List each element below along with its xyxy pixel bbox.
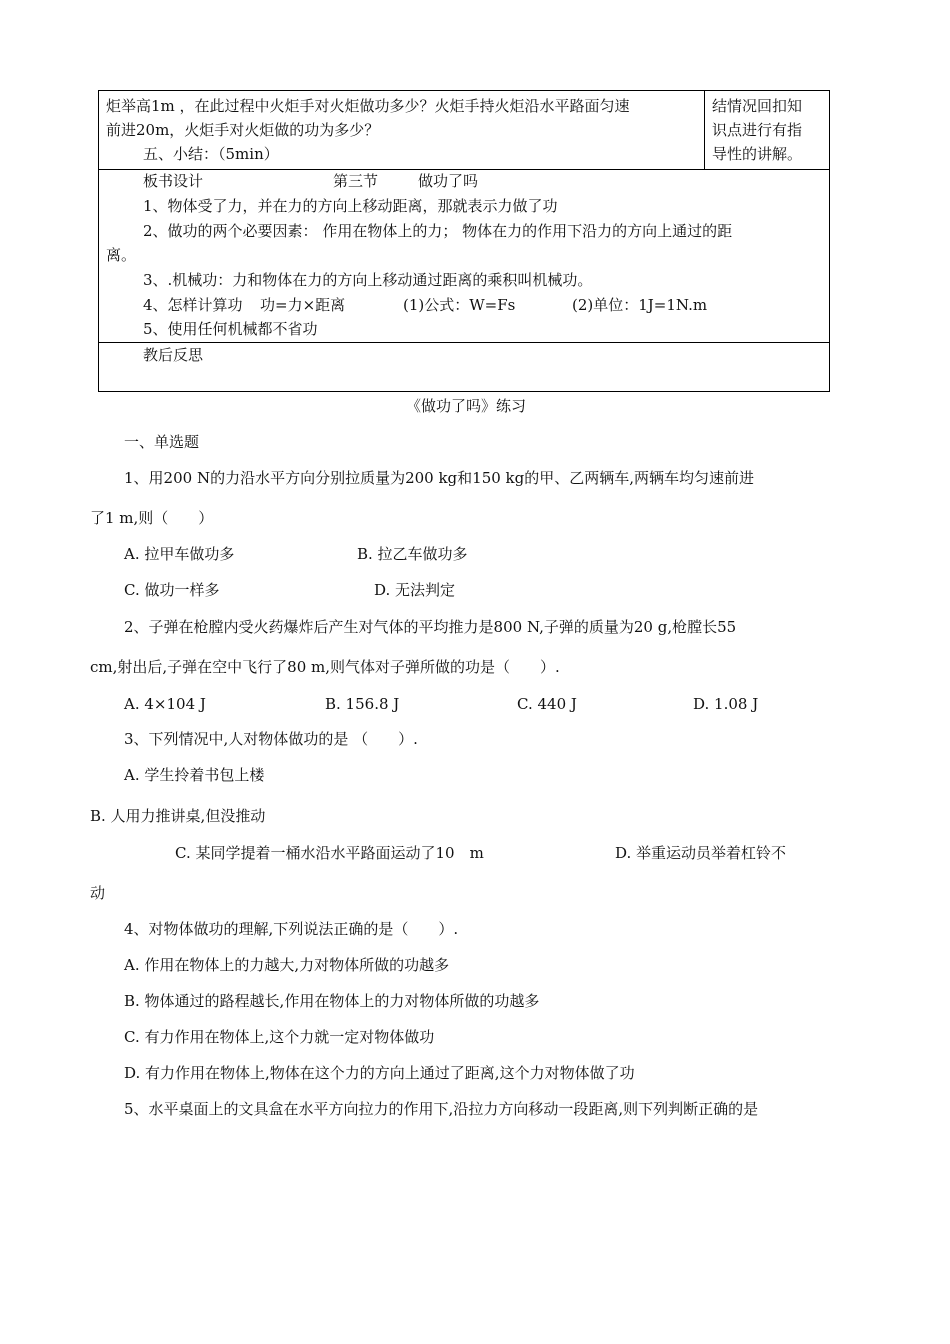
q3-line1: 3、下列情况中,人对物体做功的是 （ ）. — [124, 730, 418, 748]
q1-option-b: B. 拉乙车做功多 — [357, 545, 468, 563]
table-row-divider-1 — [98, 169, 830, 170]
board-title: 做功了吗 — [418, 172, 479, 190]
q3-option-a: A. 学生拎着书包上楼 — [124, 766, 265, 784]
q2-option-c: C. 440 J — [517, 695, 577, 713]
board-line-2-cont: 离。 — [106, 246, 137, 264]
board-line-3: 3、.机械功：力和物体在力的方向上移动通过距离的乘积叫机械功。 — [143, 271, 593, 289]
table-summary-heading: 五、小结：（5min） — [143, 145, 279, 163]
q2-option-b: B. 156.8 J — [325, 695, 400, 713]
table-row1-line2: 前进20m，火炬手对火炬做的功为多少？ — [106, 121, 380, 139]
section-heading: 一、单选题 — [124, 433, 200, 451]
exercise-title: 《做功了吗》练习 — [406, 397, 527, 415]
table-note-line1: 结情况回扣知 — [712, 97, 803, 115]
board-line-2: 2、做功的两个必要因素： 作用在物体上的力； 物体在力的作用下沿力的方向上通过的距 — [143, 222, 733, 240]
q4-option-d: D. 有力作用在物体上,物体在这个力的方向上通过了距离,这个力对物体做了功 — [124, 1064, 635, 1082]
q3-option-d-cont: 动 — [90, 884, 106, 902]
board-line-4c: (1)公式：W=Fs — [403, 296, 516, 314]
table-row1-line1: 炬举高1m ，在此过程中火炬手对火炬做功多少？火炬手持火炬沿水平路面匀速 — [106, 97, 630, 115]
table-row-divider-2 — [98, 342, 830, 343]
q4-option-b: B. 物体通过的路程越长,作用在物体上的力对物体所做的功越多 — [124, 992, 540, 1010]
q1-option-a: A. 拉甲车做功多 — [124, 545, 235, 563]
q5-line1: 5、水平桌面上的文具盒在水平方向拉力的作用下,沿拉力方向移动一段距离,则下列判断正确的是 — [124, 1100, 759, 1118]
table-column-divider — [704, 90, 705, 169]
q3-option-b: B. 人用力推讲桌,但没推动 — [90, 807, 266, 825]
q2-line2: cm,射出后,子弹在空中飞行了80 m,则气体对子弹所做的功是（ ）. — [90, 658, 560, 676]
q2-option-a: A. 4×104 J — [124, 695, 206, 713]
table-note-line3: 导性的讲解。 — [712, 145, 803, 163]
board-line-1: 1、物体受了力，并在力的方向上移动距离，那就表示力做了功 — [143, 197, 558, 215]
board-section: 第三节 — [333, 172, 379, 190]
q4-option-c: C. 有力作用在物体上,这个力就一定对物体做功 — [124, 1028, 435, 1046]
q1-line1: 1、用200 N的力沿水平方向分别拉质量为200 kg和150 kg的甲、乙两辆车,两辆车均匀速前进 — [124, 469, 755, 487]
q1-line2: 了1 m,则（ ） — [90, 509, 214, 527]
q2-option-d: D. 1.08 J — [693, 695, 759, 713]
q4-option-a: A. 作用在物体上的力越大,力对物体所做的功越多 — [124, 956, 450, 974]
q2-line1: 2、子弹在枪膛内受火药爆炸后产生对气体的平均推力是800 N,子弹的质量为20 g,枪膛长55 — [124, 618, 737, 636]
board-line-5: 5、使用任何机械都不省功 — [143, 320, 318, 338]
q4-line1: 4、对物体做功的理解,下列说法正确的是（ ）. — [124, 920, 459, 938]
q3-option-c: C. 某同学提着一桶水沿水平路面运动了10 m — [175, 844, 484, 862]
board-line-4d: (2)单位：1J=1N.m — [572, 296, 708, 314]
board-design-label: 板书设计 — [143, 172, 204, 190]
reflection-label: 教后反思 — [143, 346, 204, 364]
board-line-4b: 功=力×距离 — [260, 296, 346, 314]
q3-option-d: D. 举重运动员举着杠铃不 — [615, 844, 787, 862]
q1-option-c: C. 做功一样多 — [124, 581, 220, 599]
board-line-4a: 4、怎样计算功 — [143, 296, 243, 314]
q1-option-d: D. 无法判定 — [374, 581, 456, 599]
table-note-line2: 识点进行有指 — [712, 121, 803, 139]
